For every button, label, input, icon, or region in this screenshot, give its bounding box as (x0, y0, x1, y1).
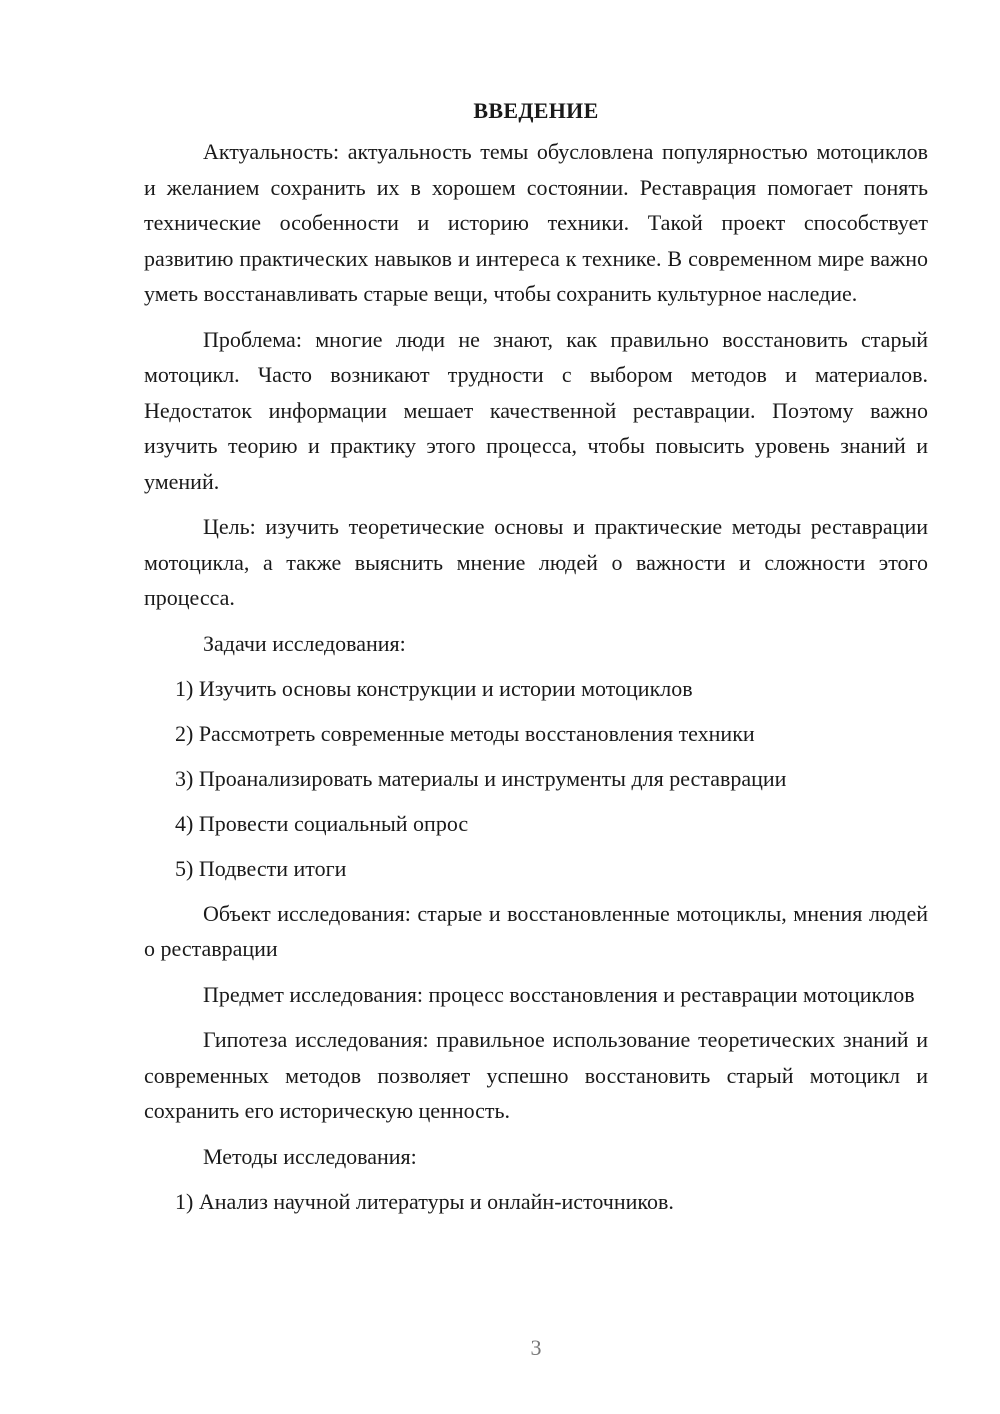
section-title: ВВЕДЕНИЕ (473, 98, 599, 123)
object-paragraph: Объект исследования: старые и восстановленные мотоциклы, мнения людей о реставрации (144, 900, 928, 961)
task-item: 5) Подвести итоги (175, 855, 347, 881)
methods-heading: Методы исследования: (203, 1143, 417, 1169)
subject-paragraph: Предмет исследования: процесс восстановления и реставрации мотоциклов (203, 981, 915, 1007)
task-item: 2) Рассмотреть современные методы восстановления техники (175, 720, 755, 746)
page-content (144, 94, 928, 1229)
task-item: 4) Провести социальный опрос (175, 810, 469, 836)
method-item: 1) Анализ научной литературы и онлайн-источников. (175, 1188, 674, 1214)
hypothesis-paragraph: Гипотеза исследования: правильное использование теоретических знаний и современных методов позволяет успешно восстановить старый мотоцикл и сохранить его историческую ценность. (144, 1027, 928, 1123)
page-number: 3 (530, 1335, 542, 1360)
goal-paragraph: Цель: изучить теоретические основы и практические методы реставрации мотоцикла, а также выяснить мнение людей о важности и сложности этого процесса. (144, 514, 928, 610)
task-item: 3) Проанализировать материалы и инструменты для реставрации (175, 765, 787, 791)
task-item: 1) Изучить основы конструкции и истории мотоциклов (175, 675, 693, 701)
tasks-heading: Задачи исследования: (203, 630, 406, 656)
relevance-paragraph: Актуальность: актуальность темы обусловлена популярностью мотоциклов и желанием сохранить их в хорошем состоянии. Реставрация помогает понять технические особенности и историю техники. Такой проект способствует развитию практических навыков и интереса к технике. В современном мире важно уметь восстанавливать старые вещи, чтобы сохранить культурное наследие. (144, 139, 928, 306)
problem-paragraph: Проблема: многие люди не знают, как правильно восстановить старый мотоцикл. Часто возникают трудности с выбором методов и материалов. Недостаток информации мешает качественной реставрации. Поэтому важно изучить теорию и практику этого процесса, чтобы повысить уровень знаний и умений. (144, 326, 928, 494)
